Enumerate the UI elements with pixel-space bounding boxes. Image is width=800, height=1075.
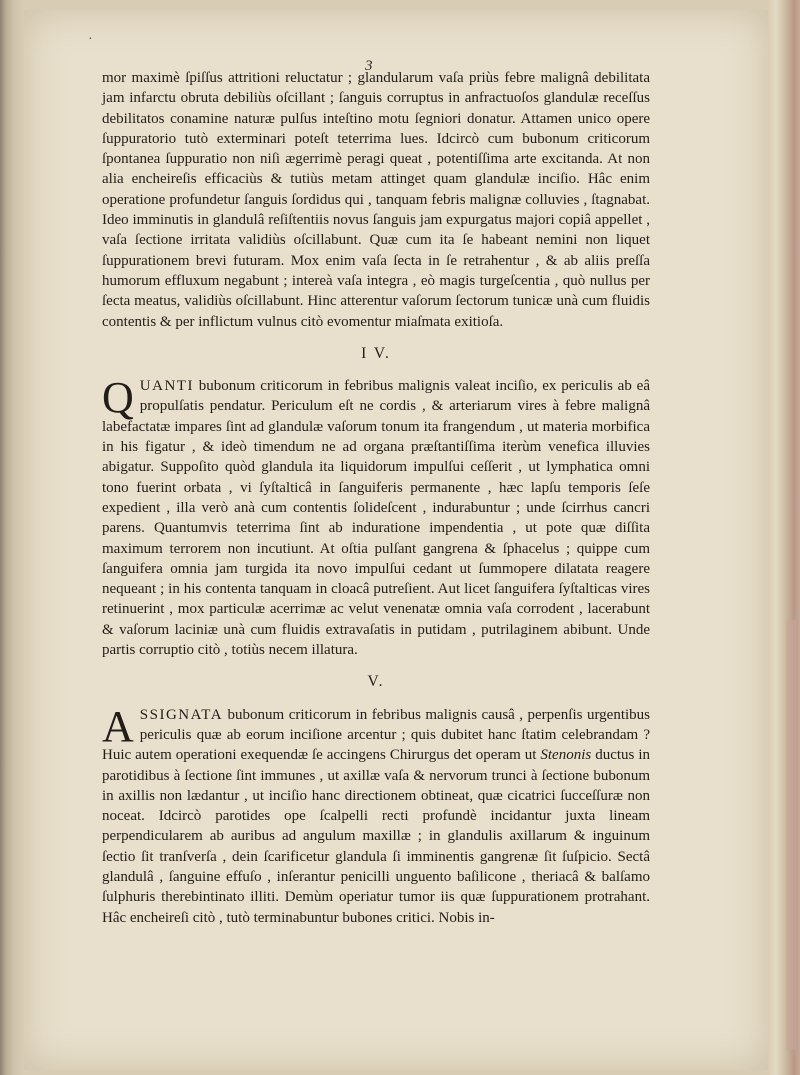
stenonis-name: Stenonis (540, 747, 592, 764)
binding-strip (786, 620, 796, 1050)
book-edge (768, 0, 800, 1075)
drop-cap-q: Q (102, 373, 134, 423)
corner-mark: · (88, 32, 93, 47)
section-iv-lead-word: UANTI (139, 378, 194, 395)
section-v-heading: V. (367, 673, 385, 691)
section-iv-text: bubonum criticorum in febribus malignis valeat inciſio, ex periculis ab eâ propulſatis pendatur. Periculum eſt ne cordis , & arteriarum vires à febre malignâ labefactatæ impares ſint ad glandulæ vaſorum tonum ita frangendum , ut materia morbifica in his figatur , & ideò timendum ne ad organa præſtantiſſima iterùm venefica illuvies abigatur. Suppoſito quòd glandula ita liquidorum impulſui ceſſerit , ut lymphatica omni tono fuerint orbata , vi ſyſtalticâ in ſanguiferis permanente , hæc lapſu temporis ſeſe expedient , illa verò anà cum contentis ſolideſcent , indurabuntur ; unde ſcirrhus cancri parens. Quantumvis teterrima ſint ab induratione impendentia , ut pote quæ diſſita maximum terrorem non incutiunt. At oſtia pulſant gangrena & ſphacelus ; quippe cum ſanguifera omnia jam turgida ita novo impulſui cedant ut ſummopere dilatata reagere nequeant ; in his contenta tanquam in cloacâ putreſient. Aut licet ſanguifera ſyſtalticas vires retinuerint , mox particulæ acerrimæ ac velut venenatæ omnia vaſa corrodent , lacerabunt & vaſorum laciniæ unà cum fluidis extravaſatis in putidam , putrilaginem abibunt. Unde partis corruptio citò , totiùs necem illatura. (102, 378, 650, 659)
section-v-text-part2: ductus in parotidibus à ſectione ſint immunes , ut axillæ vaſa & nervorum trunci à ſectione bubonum in axillis non lædantur , ut inciſio hanc directionem obtineat, quæ cicatrici ſucceſſuræ non noceat. Idcircò parotides ope ſcalpelli recti profundè incidantur juxta lineam perpendicularem ab auribus ad angulum maxillæ ; in glandulis axillarum & inguinum ſectio ſit tranſverſa , dein ſcarificetur glandula ſi imminentis gangrenæ ſit ſuſpicio. Sectâ glandulâ , ſanguine effuſo , inſerantur penicilli unguento baſilicone , theriacâ & balſamo ſulphuris therebintinato illiti. Demùm operiatur tumor iis quæ ſuppurationem protrahant. Hâc encheireſi citò , tutò terminabuntur bubones critici. Nobis in- (102, 747, 650, 926)
drop-cap-a: A (102, 701, 134, 751)
section-v-paragraph (102, 701, 650, 928)
section-v-lead-word: SSIGNATA (139, 706, 224, 723)
section-iv-paragraph (102, 373, 650, 660)
section-iii-continued-paragraph: mor maximè ſpiſſus attritioni reluctatur ; glandularum vaſa priùs febre malignâ debilitata jam infarctu obruta debiliùs oſcillant ; ſanguis corruptus in anfractuoſos glandulæ receſſus debilitatos conamine naturæ pulſus inteſtino motu ſegniori donatur. Attamen unico opere ſuppuratorio tutò exterminari poteſt teterrima lues. Idcircò cum bubonum criticorum ſpontanea ſuppuratio non niſi ægerrimè peragi queat , potentiſſima arte excitanda. At non alia encheireſis efficaciùs & tutiùs metam attinget quam glandulæ inciſio. Hâc enim operatione profundetur ſanguis ſordidus qui , tanquam febris malignæ colluvies , ſtagnabat. Ideo imminutis in glandulâ reſiſtentiis novus ſanguis jam expurgatus majori copiâ appellet , vaſa ſectione irritata validiùs oſcillabunt. Quæ cum ita ſe habeant nemini non liquet ſuppurationem brevi futuram. Mox enim vaſa ſecta in ſe retrahentur , & ab aliis preſſa humorum effluxum negabunt ; intereà vaſa integra , eò magis turgeſcentia , quò nullus per ſecta meatus, validiùs oſcillabunt. Hinc atterentur vaſorum ſectorum tunicæ unà cum fluidis contentis & per inflictum vulnus citò evomentur miaſmata exitioſa. (102, 70, 650, 330)
document-body (102, 68, 650, 928)
page-number: 3 (365, 58, 373, 74)
section-v-text-part1: bubonum criticorum in febribus malignis causâ , perpenſis urgentibus periculis quæ ab eorum inciſione arcentur ; quis dubitet hanc ſtatim celebrandam ? Huic autem operationi exequendæ ſe accingens Chirurgus det operam ut (102, 706, 650, 764)
section-iv-heading: I V. (361, 344, 391, 362)
